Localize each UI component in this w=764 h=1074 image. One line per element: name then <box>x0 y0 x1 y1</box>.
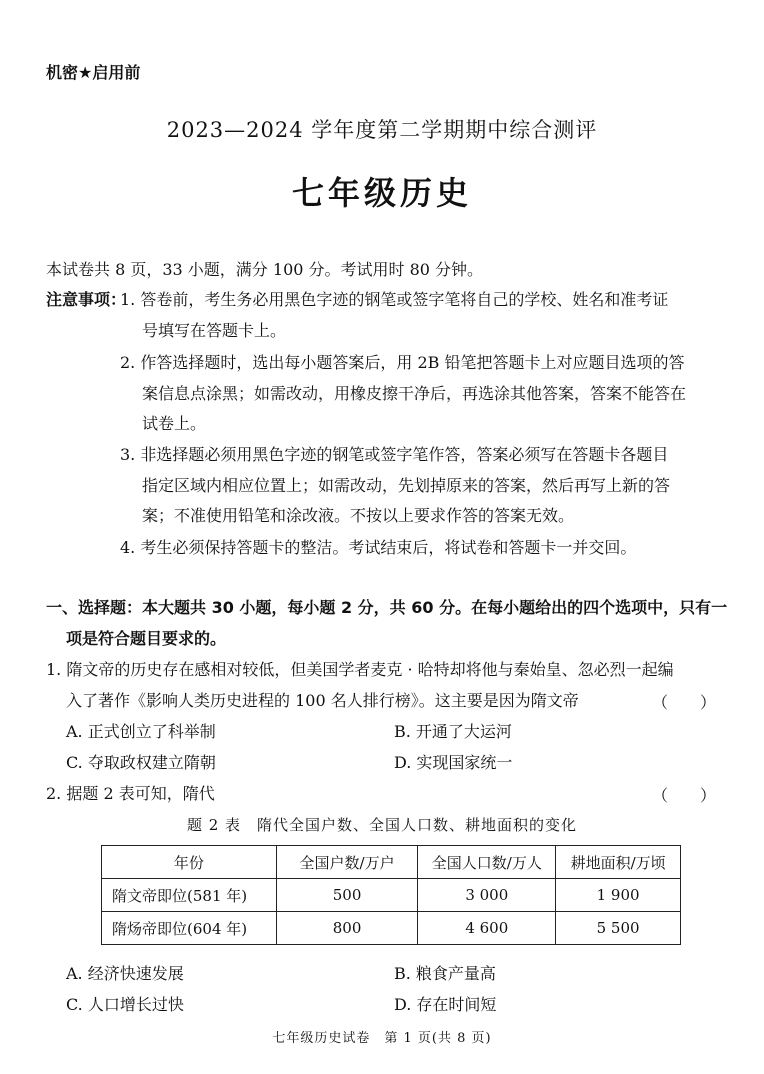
q2-option-a: A. 经济快速发展 <box>66 964 184 983</box>
section1-heading-line-1: 一、选择题：本大题共 30 小题，每小题 2 分，共 60 分。在每小题给出的四个选项中，只有一 <box>46 598 728 617</box>
intro-text: 本试卷共 8 页，33 小题，满分 100 分。考试用时 80 分钟。 <box>46 260 484 279</box>
q1-option-a: A. 正式创立了科举制 <box>66 722 216 741</box>
q1-stem-line-2: 入了著作《影响人类历史进程的 100 名人排行榜》。这主要是因为隋文帝 <box>66 691 579 710</box>
note-2-line-1: 2. 作答选择题时，选出每小题答案后，用 2B 铅笔把答题卡上对应题目选项的答 <box>120 353 685 372</box>
q1-option-d: D. 实现国家统一 <box>394 753 513 772</box>
confidential-label: 机密★启用前 <box>46 63 141 82</box>
q1-answer-paren: （ ） <box>652 693 717 712</box>
note-1-line-2: 号填写在答题卡上。 <box>142 321 287 340</box>
table-caption: 题 2 表 隋代全国户数、全国人口数、耕地面积的变化 <box>186 816 578 834</box>
q1-option-b: B. 开通了大运河 <box>394 722 512 741</box>
table-cell: 5 500 <box>556 912 681 945</box>
q2-stem: 2. 据题 2 表可知，隋代 <box>46 784 215 803</box>
q2-answer-paren: （ ） <box>652 786 717 805</box>
header-cell: 全国人口数/万人 <box>418 846 556 879</box>
note-3-line-1: 3. 非选择题必须用黑色字迹的钢笔或签字笔作答，答案必须写在答题卡各题目 <box>120 445 669 464</box>
section1-heading-line-2: 项是符合题目要求的。 <box>66 629 227 648</box>
notes-label: 注意事项： <box>46 290 127 309</box>
note-3-line-3: 案；不准使用铅笔和涂改液。不按以上要求作答的答案无效。 <box>142 506 575 525</box>
table-cell: 500 <box>276 879 418 912</box>
header-cell: 耕地面积/万顷 <box>556 846 681 879</box>
table-cell: 1 900 <box>556 879 681 912</box>
note-2-line-3: 试卷上。 <box>142 414 207 433</box>
note-4-line-1: 4. 考生必须保持答题卡的整洁。考试结束后，将试卷和答题卡一并交回。 <box>120 538 637 557</box>
subject-title: 七年级历史 <box>291 174 472 212</box>
q1-option-c: C. 夺取政权建立隋朝 <box>66 753 216 772</box>
table-cell: 800 <box>276 912 418 945</box>
q2-option-b: B. 粮食产量高 <box>394 964 496 983</box>
q2-option-c: C. 人口增长过快 <box>66 995 184 1014</box>
table-row <box>102 879 681 912</box>
page-footer: 七年级历史试卷 第 1 页(共 8 页) <box>272 1031 492 1046</box>
exam-title: 2023—2024 学年度第二学期期中综合测评 <box>166 118 598 142</box>
note-2-line-2: 案信息点涂黑；如需改动，用橡皮擦干净后，再选涂其他答案，答案不能答在 <box>142 384 687 403</box>
header-cell: 全国户数/万户 <box>276 846 418 879</box>
table-cell: 3 000 <box>418 879 556 912</box>
q2-option-d: D. 存在时间短 <box>394 995 497 1014</box>
table-cell: 4 600 <box>418 912 556 945</box>
q1-stem-line-1: 1. 隋文帝的历史存在感相对较低，但美国学者麦克 · 哈特却将他与秦始皇、忽必烈一起编 <box>46 660 674 679</box>
header-cell: 年份 <box>102 846 277 879</box>
table-cell: 隋文帝即位(581 年) <box>102 879 277 912</box>
note-3-line-2: 指定区域内相应位置上；如需改动，先划掉原来的答案，然后再写上新的答 <box>142 476 671 495</box>
table-cell: 隋炀帝即位(604 年) <box>102 912 277 945</box>
q2-data-table <box>101 845 681 945</box>
note-1-line-1: 1. 答卷前，考生务必用黑色字迹的钢笔或签字笔将自己的学校、姓名和准考证 <box>120 290 669 309</box>
table-row <box>102 912 681 945</box>
table-header-row <box>102 846 681 879</box>
